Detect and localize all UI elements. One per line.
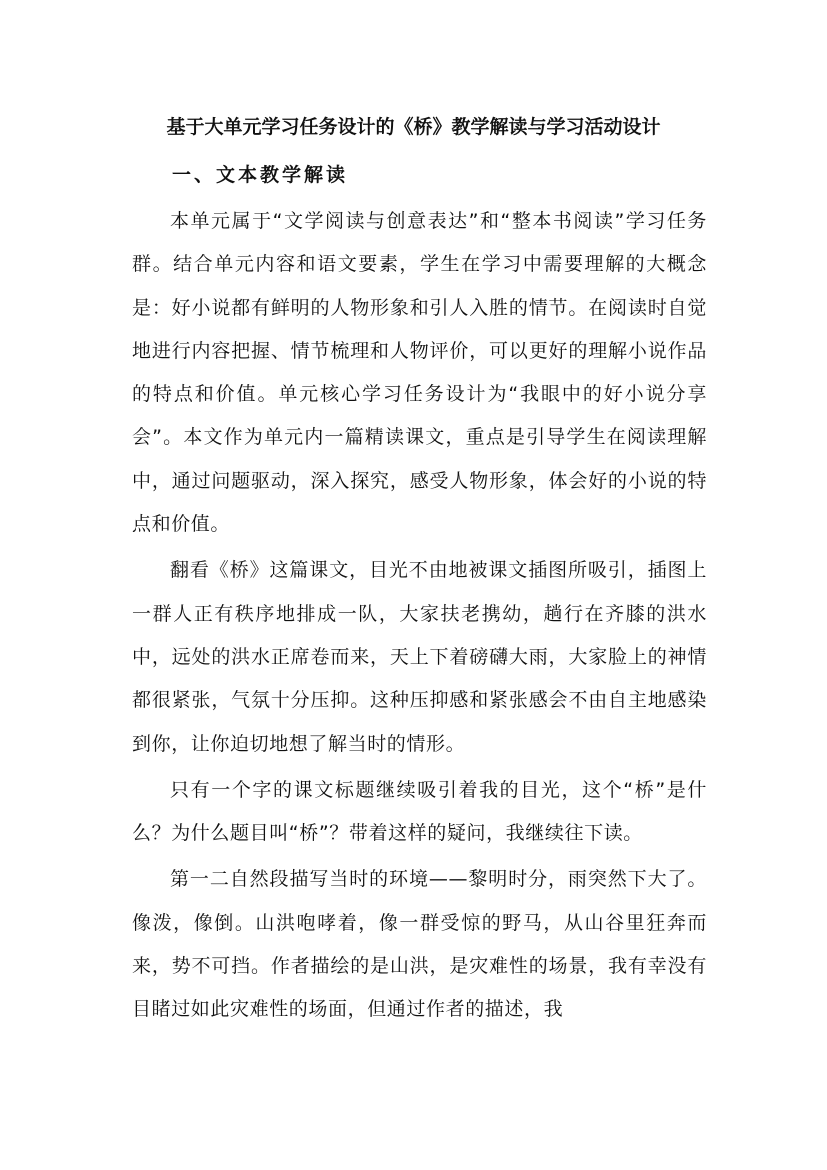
paragraph-2: 翻看《桥》这篇课文，目光不由地被课文插图所吸引，插图上一群人正有秩序地排成一队，大家扶老携幼，趟行在齐膝的洪水中，远处的洪水正席卷而来，天上下着磅礴大雨，大家脸上的神情都很紧张，气氛十分压抑。这种压抑感和紧张感会不由自主地感染到你，让你迫切地想了解当时的情形。 [132,559,707,755]
paragraph-3: 只有一个字的课文标题继续吸引着我的目光，这个“桥”是什么？为什么题目叫“桥”？带着这样的疑问，我继续往下读。 [132,778,707,845]
paragraph-1: 本单元属于“文学阅读与创意表达”和“整本书阅读”学习任务群。结合单元内容和语文要素，学生在学习中需要理解的大概念是：好小说都有鲜明的人物形象和引人入胜的情节。在阅读时自觉地进行内容把握、情节梳理和人物评价，可以更好的理解小说作品的特点和价值。单元核心学习任务设计为“我眼中的好小说分享会”。本文作为单元内一篇精读课文，重点是引导学生在阅读理解中，通过问题驱动，深入探究，感受人物形象，体会好的小说的特点和价值。 [132,210,707,536]
document-title: 基于大单元学习任务设计的《桥》教学解读与学习活动设计 [166,116,661,138]
section-heading: 一、文本教学解读 [172,164,349,186]
paragraph-4: 第一二自然段描写当时的环境——黎明时分，雨突然下大了。像泼，像倒。山洪咆哮着，像一群受惊的野马，从山谷里狂奔而来，势不可挡。作者描绘的是山洪，是灾难性的场景，我有幸没有目睹过如此灾难性的场面，但通过作者的描述，我 [132,868,707,1021]
body-text [132,200,707,1035]
